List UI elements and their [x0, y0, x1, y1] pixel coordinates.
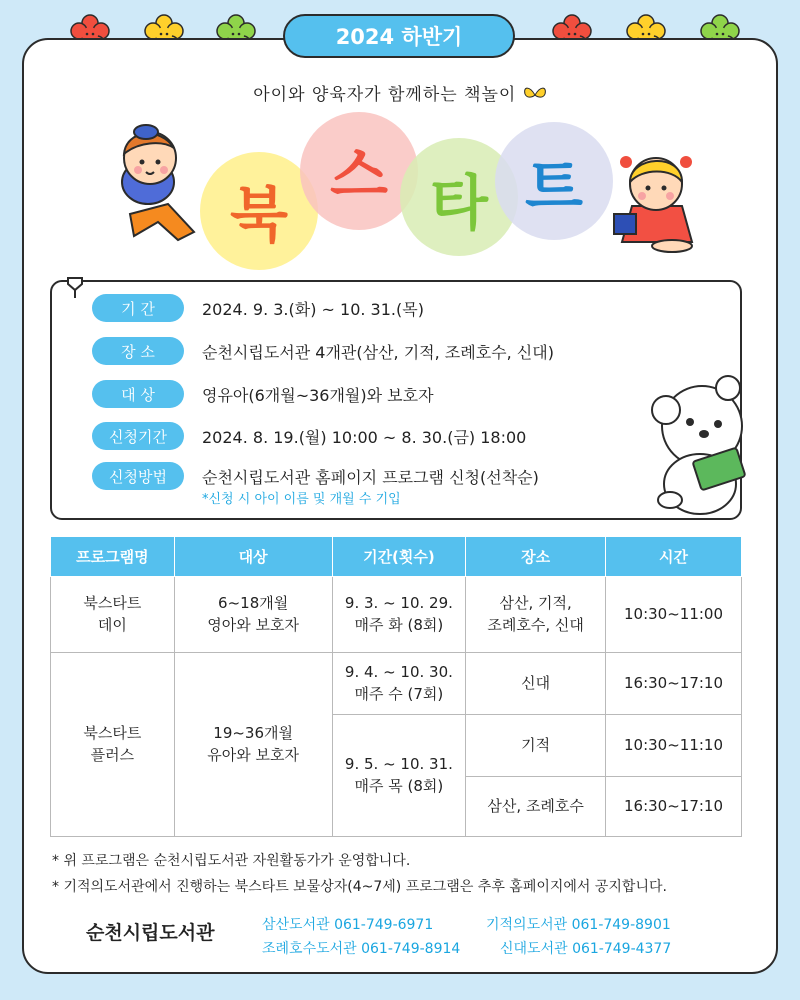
info-row-place: [92, 337, 554, 365]
cell-line: 매주 수 (7회): [354, 684, 444, 703]
table-cell: 기적: [466, 715, 606, 777]
cell-line: 북스타트: [83, 723, 142, 742]
cell-line: 9. 5. ~ 10. 31.: [344, 754, 453, 773]
info-box: [50, 280, 742, 520]
table-cell: 10:30~11:00: [606, 577, 742, 653]
cell-line: 매주 화 (8회): [354, 615, 444, 634]
info-label: 기 간: [92, 294, 184, 322]
info-row-period: [92, 294, 424, 322]
info-value: 2024. 9. 3.(화) ~ 10. 31.(목): [202, 299, 424, 319]
table-cell: [332, 577, 466, 653]
table-cell: 16:30~17:10: [606, 777, 742, 837]
subtitle: [0, 80, 800, 105]
table-cell: [51, 653, 175, 837]
table-cell: [174, 653, 332, 837]
cell-line: 9. 4. ~ 10. 30.: [344, 662, 453, 681]
cell-line: 조례호수, 신대: [487, 615, 584, 634]
cell-line: 19~36개월: [213, 723, 294, 742]
info-row-target: [92, 380, 434, 408]
boy-illustration: [108, 124, 204, 248]
info-row-apply-method: [92, 462, 539, 490]
cell-line: 데이: [97, 615, 127, 634]
footnote: * 기적의도서관에서 진행하는 북스타트 보물상자(4~7세) 프로그램은 추후 홈페이지에서 공지합니다.: [52, 879, 667, 895]
title-char-3: 타: [430, 169, 488, 239]
table-header-cell: 시간: [606, 537, 742, 577]
cell-line: 매주 목 (8회): [354, 776, 444, 795]
info-value: 순천시립도서관 4개관(삼산, 기적, 조례호수, 신대): [202, 342, 554, 362]
table-row: [51, 653, 742, 715]
butterfly-icon: [523, 85, 547, 105]
cell-line: 북스타트: [83, 593, 142, 612]
table-cell: 16:30~17:10: [606, 653, 742, 715]
table-cell: 삼산, 조례호수: [466, 777, 606, 837]
table-cell: [332, 653, 466, 715]
table-header-cell: 대상: [174, 537, 332, 577]
table-cell: [466, 577, 606, 653]
cell-line: 유아와 보호자: [207, 745, 299, 764]
table-header-row: [51, 537, 742, 577]
apply-note: *신청 시 아이 이름 및 개월 수 기입: [202, 492, 401, 507]
contact-joryehosu: 조례호수도서관 061-749-8914: [262, 941, 461, 957]
cell-line: 6~18개월: [218, 593, 289, 612]
table-cell: [174, 577, 332, 653]
table-cell: [51, 577, 175, 653]
contact-samsan: 삼산도서관 061-749-6971: [262, 917, 434, 933]
table-cell: 10:30~11:10: [606, 715, 742, 777]
clip-icon: [62, 274, 88, 300]
info-row-apply-period: [92, 422, 526, 450]
table-header-cell: 기간(횟수): [332, 537, 466, 577]
info-value: 순천시립도서관 홈페이지 프로그램 신청(선착순): [202, 467, 539, 487]
cell-line: 영아와 보호자: [207, 615, 299, 634]
footnote: * 위 프로그램은 순천시립도서관 자원활동가가 운영합니다.: [52, 853, 411, 869]
puppy-illustration: [640, 374, 760, 524]
info-label: 대 상: [92, 380, 184, 408]
table-cell: [332, 715, 466, 837]
cell-line: 9. 3. ~ 10. 29.: [344, 593, 453, 612]
subtitle-text: 아이와 양육자가 함께하는 책놀이: [253, 85, 517, 105]
contact-miracle: 기적의도서관 061-749-8901: [486, 917, 671, 933]
title-char-2: 스: [330, 141, 388, 211]
contact-sindae: 신대도서관 061-749-4377: [500, 941, 672, 957]
period-badge: 2024 하반기: [283, 14, 515, 58]
library-logo: 순천시립도서관: [86, 922, 215, 944]
cell-line: 삼산, 기적,: [499, 593, 572, 612]
cell-line: 플러스: [90, 745, 135, 764]
title-char-1: 북: [230, 181, 288, 251]
info-value: 2024. 8. 19.(월) 10:00 ~ 8. 30.(금) 18:00: [202, 427, 527, 447]
table-header-cell: 프로그램명: [51, 537, 175, 577]
info-value: 영유아(6개월~36개월)와 보호자: [202, 385, 434, 405]
program-table: [50, 536, 742, 837]
info-label: 장 소: [92, 337, 184, 365]
info-label: 신청방법: [92, 462, 184, 490]
title-char-4: 트: [525, 153, 583, 223]
girl-illustration: [612, 146, 704, 256]
table-cell: 신대: [466, 653, 606, 715]
table-row: [51, 577, 742, 653]
table-header-cell: 장소: [466, 537, 606, 577]
info-label: 신청기간: [92, 422, 184, 450]
